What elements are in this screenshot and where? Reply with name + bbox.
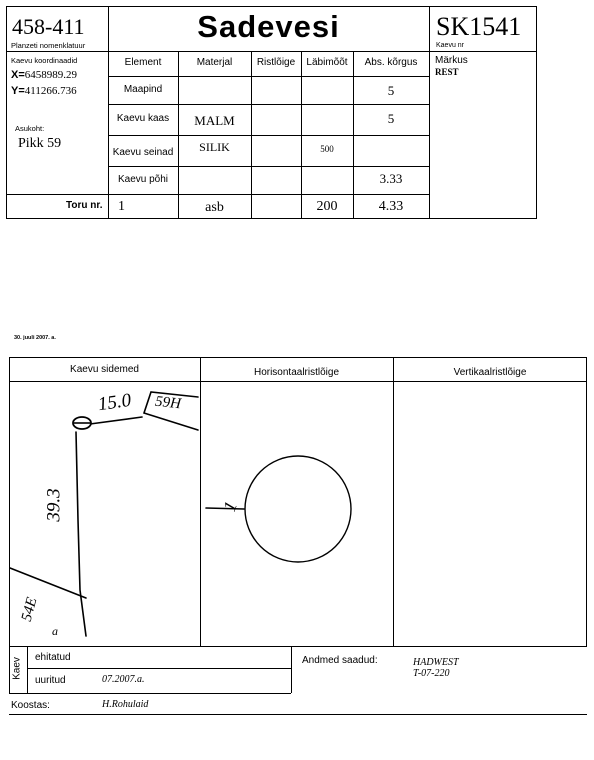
surveyed-value: 07.2007.a. [102, 674, 145, 685]
row-material: SILIK [199, 140, 230, 154]
nomenclature-label: Planzeti nomenklatuur [11, 41, 86, 50]
y-coordinate-label: Y= [11, 85, 25, 97]
panel-title-horizontal: Horisontaalristlõige [253, 367, 340, 378]
document-date: 30. juuli 2007. a. [14, 335, 56, 341]
data-source-line2: T-07-220 [413, 668, 450, 679]
divider [108, 194, 429, 195]
row-height: 5 [387, 83, 395, 98]
pipe-material: asb [205, 200, 224, 215]
y-coordinate [11, 85, 77, 97]
x-coordinate-label: X= [11, 69, 25, 81]
house-label: 59H [154, 393, 182, 413]
well-number-value: SK1541 [436, 12, 522, 41]
col-header-diameter: Läbimõõt [306, 57, 348, 68]
divider [9, 647, 10, 693]
location-label: Asukoht: [15, 124, 45, 133]
compiled-label: Koostas: [11, 700, 50, 711]
row-diameter: 500 [320, 144, 334, 154]
y-coordinate-value: 411266.736 [24, 85, 77, 97]
location-value: Pikk 59 [18, 136, 62, 151]
divider [6, 51, 537, 52]
row-element: Kaevu põhi [117, 174, 169, 185]
x-coordinate-value: 6458989.29 [24, 69, 78, 81]
divider [108, 166, 429, 167]
divider [108, 76, 429, 77]
pipe-diameter: 200 [316, 199, 338, 214]
surveyed-label: uuritud [35, 675, 66, 686]
corner-label-suffix: a [52, 624, 58, 638]
row-height: 3.33 [379, 171, 403, 186]
divider [108, 104, 429, 105]
divider [393, 357, 394, 647]
row-material: MALM [194, 113, 235, 128]
col-header-element: Element [124, 57, 162, 68]
compiled-value: H.Rohulaid [102, 699, 149, 710]
well-side-label: Kaev [11, 657, 23, 680]
sketch-frame [9, 357, 587, 647]
divider [200, 357, 201, 647]
col-header-material: Materjal [196, 57, 233, 68]
data-source-line1: HADWEST [413, 657, 459, 668]
divider [9, 693, 291, 694]
divider [27, 647, 28, 693]
divider [108, 135, 429, 136]
divider [9, 381, 587, 382]
pipe-number: 1 [118, 199, 125, 214]
row-height: 5 [387, 111, 395, 126]
row-element: Kaevu kaas [116, 113, 170, 124]
side-dimension: 39.3 [43, 488, 65, 522]
pipe-number-label: 1 [219, 498, 241, 514]
page-title: Sadevesi [197, 9, 340, 44]
col-header-section: Ristlõige [256, 57, 296, 68]
panel-title-vertical: Vertikaalristlõige [453, 367, 527, 378]
panel-title-ties: Kaevu sidemed [70, 364, 139, 375]
col-header-height: Abs. kõrgus [364, 57, 418, 68]
divider [27, 668, 291, 669]
pipe-label: Toru nr. [66, 200, 103, 211]
divider [9, 714, 587, 715]
built-label: ehitatud [35, 652, 71, 663]
remarks-label: Märkus [435, 55, 468, 66]
nomenclature-value: 458-411 [12, 14, 85, 39]
pipe-height: 4.33 [378, 199, 404, 214]
divider [429, 6, 430, 219]
x-coordinate [11, 69, 77, 81]
divider [291, 647, 292, 693]
row-element: Kaevu seinad [112, 147, 174, 158]
row-element: Maapind [123, 84, 163, 95]
remarks-value: REST [435, 67, 459, 77]
well-number-label: Kaevu nr [436, 42, 465, 49]
corner-label: 54E [18, 595, 41, 624]
divider [6, 194, 108, 195]
top-dimension: 15.0 [96, 389, 133, 416]
data-source-label: Andmed saadud: [302, 655, 378, 666]
coordinates-label: Kaevu koordinaadid [11, 56, 78, 65]
